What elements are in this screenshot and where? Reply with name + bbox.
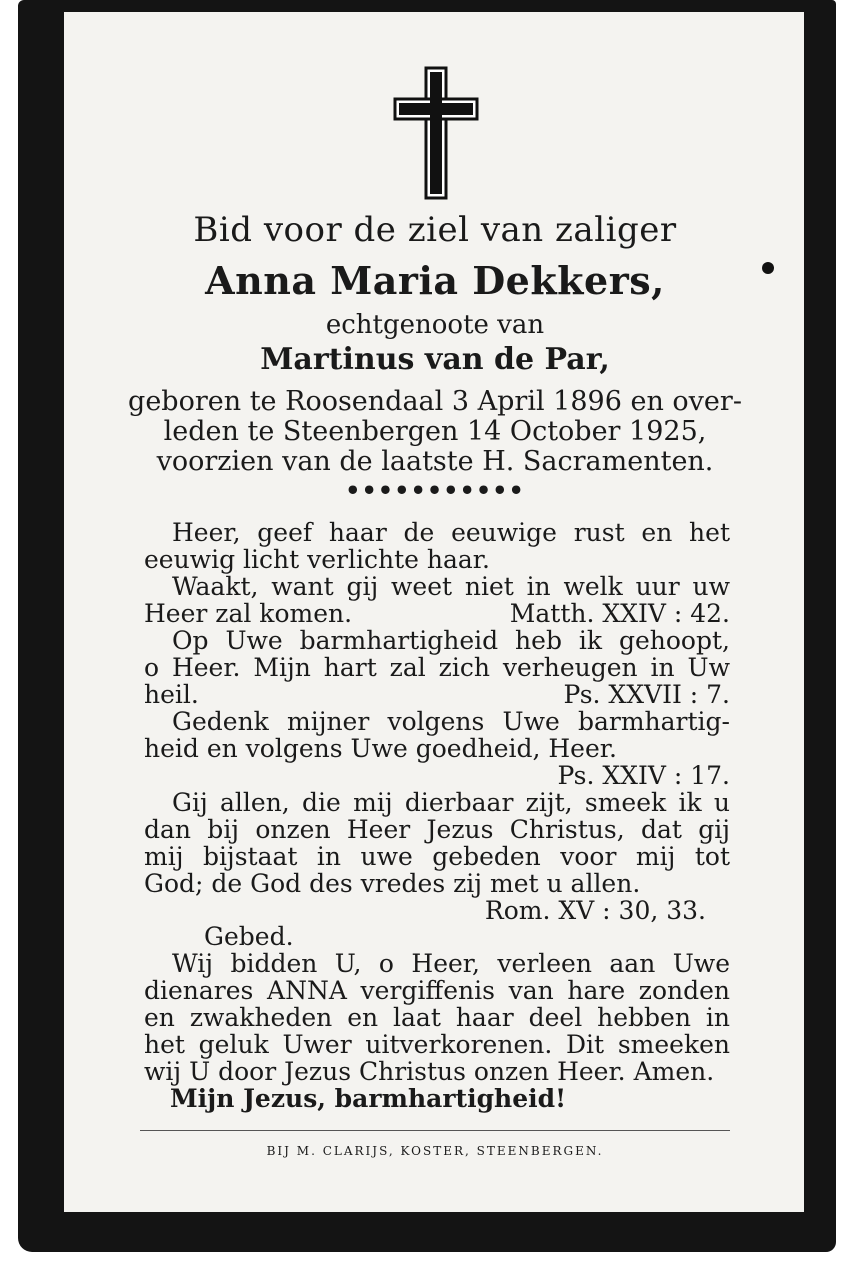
scripture-reference: Rom. XV : 30, 33. — [484, 896, 706, 925]
cross-icon — [393, 66, 479, 200]
footer-divider — [140, 1130, 730, 1131]
death-line: leden te Steenbergen 14 October 1925, — [163, 416, 707, 447]
prayer-line: Heer, geef haar de eeuwige rust en het — [172, 518, 730, 547]
prayer-line: mij bijstaat in uwe gebeden voor mij tot — [144, 842, 730, 871]
prayer-line: God; de God des vredes zij met u allen. — [144, 869, 641, 898]
prayer-line: het geluk Uwer uitverkorenen. Dit smeeken — [144, 1030, 730, 1059]
prayer-line: wij U door Jezus Christus onzen Heer. Amen. — [144, 1057, 715, 1086]
relation-text: echtgenoote van — [325, 310, 545, 340]
prayer-line: Gedenk mijner volgens Uwe barmhartig- — [172, 707, 730, 736]
prayer-line: heid en volgens Uwe goedheid, Heer. — [144, 734, 617, 763]
printer-credit: BIJ M. CLARIJS, KOSTER, STEENBERGEN. — [266, 1144, 604, 1158]
closing-invocation: Mijn Jezus, barmhartigheid! — [170, 1084, 567, 1113]
prayer-line: Wij bidden U, o Heer, verleen aan Uwe — [172, 949, 730, 978]
husband-name: Martinus van de Par, — [260, 342, 610, 377]
prayer-line — [144, 599, 730, 628]
prayer-line — [144, 680, 730, 709]
prayer-text: heil. — [144, 680, 199, 709]
birth-line: geboren te Roosendaal 3 April 1896 en over- — [128, 386, 742, 417]
prayer-line: dienares ANNA vergiffenis van hare zonden — [144, 976, 730, 1005]
scripture-reference: Ps. XXVII : 7. — [563, 680, 730, 709]
separator-dots: ••••••••••• — [345, 476, 525, 505]
sacrament-line: voorzien van de laatste H. Sacramenten. — [156, 446, 714, 477]
prayer-header: Bid voor de ziel van zaliger — [193, 210, 677, 250]
prayer-line: Gij allen, die mij dierbaar zijt, smeek ik u — [172, 788, 730, 817]
scripture-reference: Ps. XXIV : 17. — [557, 761, 730, 790]
prayer-line: eeuwig licht verlichte haar. — [144, 545, 490, 574]
deceased-name: Anna Maria Dekkers, — [205, 258, 665, 303]
prayer-line: Waakt, want gij weet niet in welk uur uw — [172, 572, 730, 601]
prayer-line: dan bij onzen Heer Jezus Christus, dat gij — [144, 815, 730, 844]
prayer-line: o Heer. Mijn hart zal zich verheugen in Uw — [144, 653, 730, 682]
prayer-line: en zwakheden en laat haar deel hebben in — [144, 1003, 730, 1032]
prayer-line: Op Uwe barmhartigheid heb ik gehoopt, — [172, 626, 730, 655]
prayer-heading: Gebed. — [204, 922, 294, 951]
scripture-reference: Matth. XXIV : 42. — [509, 599, 730, 628]
prayer-text: Heer zal komen. — [144, 599, 353, 628]
